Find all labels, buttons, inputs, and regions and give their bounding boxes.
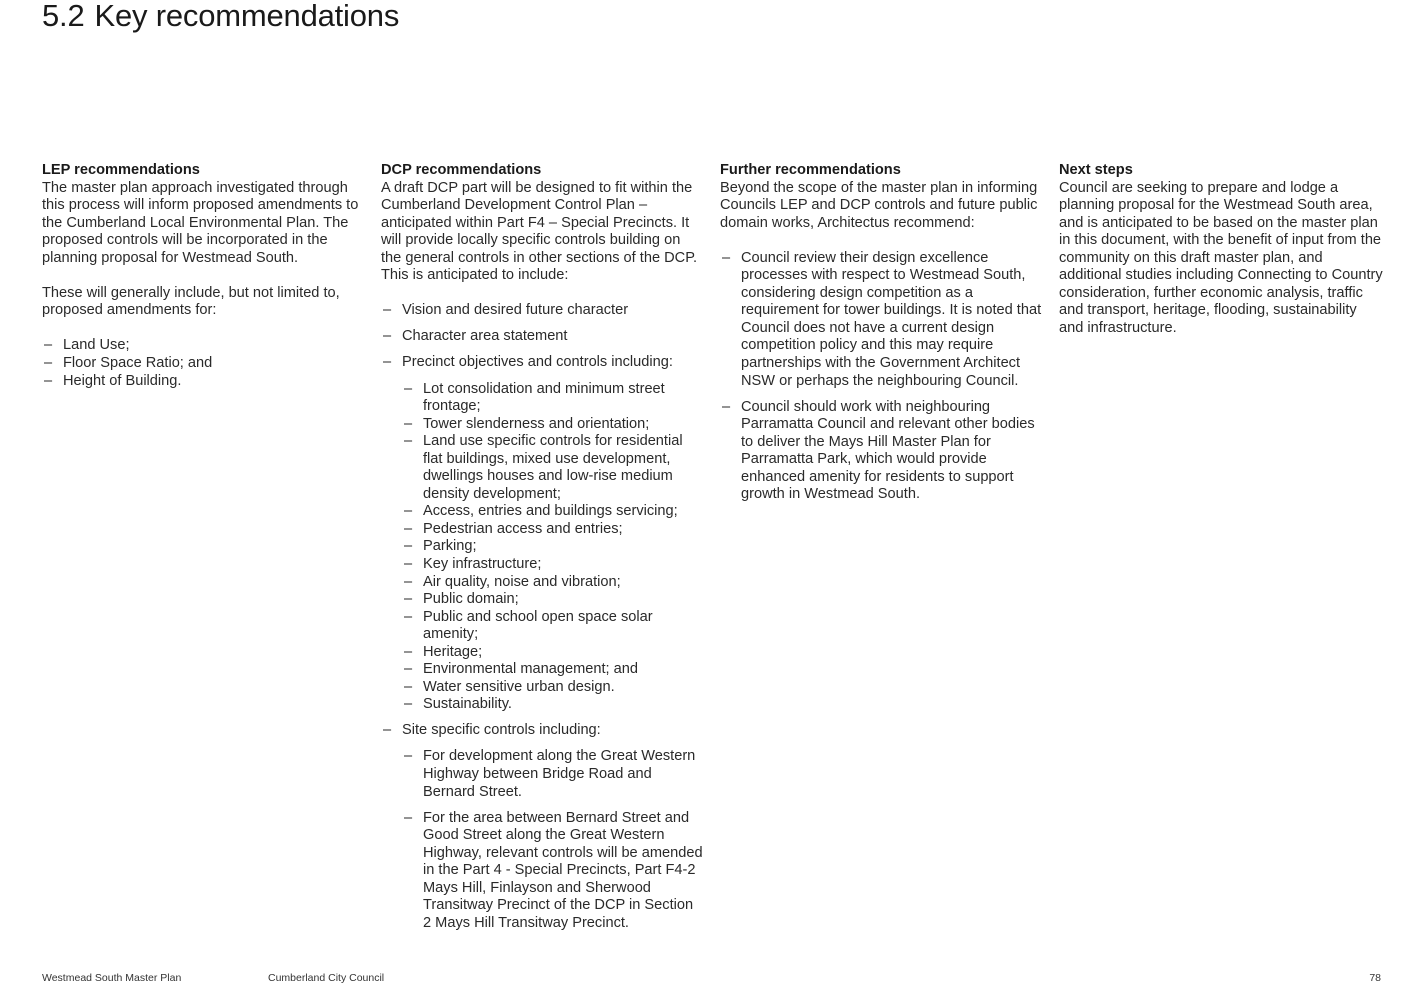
lep-list — [42, 337, 364, 390]
next-steps-text: Council are seeking to prepare and lodge a planning proposal for the Westmead South area, and is anticipated to be based on the master plan in this document, with the benefit of input from the community on this draft master plan, and additional studies including Connecting to Country consideration, further economic analysis, traffic and transport, heritage, flooding, sustainability and infrastructure. — [1059, 179, 1383, 336]
list-item: – Environmental management; and — [402, 661, 703, 679]
list-item: – Public domain; — [402, 591, 703, 609]
list-item-label: Site specific controls including: — [402, 722, 601, 739]
footer-document-title: Westmead South Master Plan — [42, 972, 182, 984]
page-title — [42, 0, 399, 34]
list-item: – For the area between Bernard Street and Good Street along the Great Western Highway, relevant controls will be amended in the Part 4 - Special Precincts, Part F4-2 Mays Hill, Finlayson and Sherwood Transitway Precinct of the DCP in Section 2 Mays Hill Transitway Precinct. — [402, 810, 703, 933]
list-item-label: Precinct objectives and controls including: — [402, 354, 673, 371]
list-item: – Key infrastructure; — [402, 556, 703, 574]
list-item — [381, 722, 703, 932]
next-steps-heading: Next steps — [1059, 162, 1133, 178]
lep-heading: LEP recommendations — [42, 162, 200, 178]
list-item: – Water sensitive urban design. — [402, 679, 703, 697]
dcp-intro: A draft DCP part will be designed to fit within the Cumberland Development Control Plan – anticipated within Part F4 – Special Precincts. It will provide locally specific controls building on the general controls in other sections of the DCP. This is anticipated to include: — [381, 179, 698, 284]
list-item: – For development along the Great Western Highway between Bridge Road and Bernard Street. — [402, 748, 703, 801]
list-item: – Land Use; — [42, 337, 364, 355]
list-item: – Lot consolidation and minimum street frontage; — [402, 381, 703, 416]
lep-paragraph-2: These will generally include, but not limited to, proposed amendments for: — [42, 284, 340, 319]
list-item: – Public and school open space solar amenity; — [402, 609, 703, 644]
dcp-column — [381, 162, 703, 932]
dcp-list — [381, 302, 703, 932]
next-steps-column — [1059, 162, 1384, 337]
lep-column — [42, 162, 364, 390]
section-title: Key recommendations — [94, 0, 400, 33]
precinct-controls-list — [402, 381, 703, 714]
section-number: 5.2 — [42, 0, 85, 33]
site-controls-list — [402, 748, 703, 932]
dcp-heading: DCP recommendations — [381, 162, 542, 178]
list-item: – Vision and desired future character — [381, 302, 703, 320]
list-item: – Land use specific controls for residential flat buildings, mixed use development, dwellings houses and low-rise medium density development; — [402, 433, 703, 503]
footer-organisation: Cumberland City Council — [268, 972, 385, 984]
further-intro: Beyond the scope of the master plan in informing Councils LEP and DCP controls and future public domain works, Architectus recommend: — [720, 179, 1038, 231]
list-item — [381, 354, 703, 713]
list-item: – Heritage; — [402, 644, 703, 662]
lep-paragraph: The master plan approach investigated through this process will inform proposed amendments to the Cumberland Local Environmental Plan. The proposed controls will be incorporated in the planning proposal for Westmead South. — [42, 179, 359, 266]
list-item: – Sustainability. — [402, 696, 703, 714]
list-item: – Parking; — [402, 538, 703, 556]
list-item: – Character area statement — [381, 328, 703, 346]
list-item: – Council review their design excellence processes with respect to Westmead South, considering design competition as a requirement for tower buildings. It is noted that Council does not have a current design competition policy and this may require partnerships with the Government Architect NSW or perhaps the neighbouring Council. — [720, 250, 1042, 390]
further-column — [720, 162, 1042, 504]
list-item: – Floor Space Ratio; and — [42, 355, 364, 373]
list-item: – Access, entries and buildings servicing; — [402, 503, 703, 521]
further-list — [720, 250, 1042, 504]
list-item: – Council should work with neighbouring Parramatta Council and relevant other bodies to deliver the Mays Hill Master Plan for Parramatta Park, which would provide enhanced amenity for residents to support growth in Westmead South. — [720, 399, 1042, 504]
page-number: 78 — [1369, 972, 1381, 984]
further-heading: Further recommendations — [720, 162, 901, 178]
list-item: – Height of Building. — [42, 373, 364, 391]
list-item: – Tower slenderness and orientation; — [402, 416, 703, 434]
list-item: – Pedestrian access and entries; — [402, 521, 703, 539]
list-item: – Air quality, noise and vibration; — [402, 574, 703, 592]
